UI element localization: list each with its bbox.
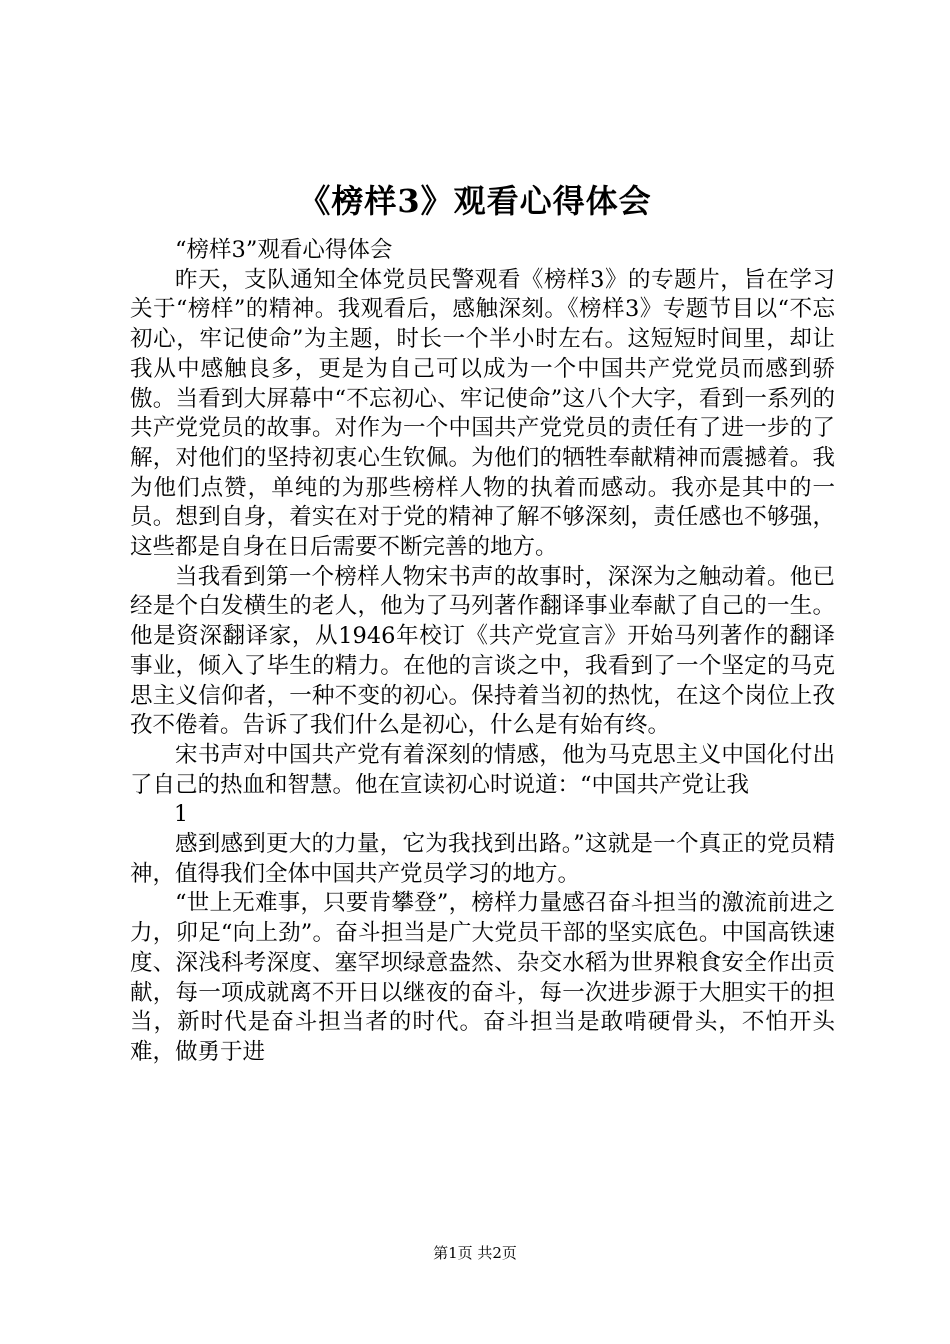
inline-page-number: 1 — [174, 802, 188, 828]
paragraph-subtitle: “榜样3”观看心得体会 — [175, 237, 393, 263]
paragraph: 昨天，支队通知全体党员民警观看《榜样3》的专题片，旨在学习关于“榜样”的精神。我观看后，感触深刻。《榜样3》专题节目以“不忘初心，牢记使命”为主题，时长一个半小时左右。这短短时间里，却让我从中感触良多，更是为自己可以成为一个中国共产党党员而感到骄傲。当看到大屏幕中“不忘初心、牢记使命”这八个大字，看到一系列的共产党党员的故事。对作为一个中国共产党党员的责任有了进一步的了解，对他们的坚持初衷心生钦佩。为他们的牺牲奉献精神而震撼着。我为他们点赞，单纯的为那些榜样人物的执着而感动。我亦是其中的一员。想到自身，着实在对于党的精神了解不够深刻，责任感也不够强，这些都是自身在日后需要不断完善的地方。 — [130, 266, 835, 561]
document-body — [130, 236, 835, 1068]
paragraph: 宋书声对中国共产党有着深刻的情感，他为马克思主义中国化付出了自己的热血和智慧。他在宣读初心时说道：“中国共产党让我 — [130, 741, 835, 798]
paragraph: 当我看到第一个榜样人物宋书声的故事时，深深为之触动着。他已经是个白发横生的老人，他为了马列著作翻译事业奉献了自己的一生。他是资深翻译家，从1946年校订《共产党宣言》开始马列著作的翻译事业，倾入了毕生的精力。在他的言谈之中，我看到了一个坚定的马克思主义信仰者，一种不变的初心。保持着当初的热忱，在这个岗位上孜孜不倦着。告诉了我们什么是初心，什么是有始有终。 — [130, 563, 835, 739]
document-title: 《榜样3》观看心得体会 — [298, 182, 652, 220]
page-footer: 第1页 共2页 — [433, 1244, 517, 1262]
paragraph: 感到感到更大的力量，它为我找到出路。”这就是一个真正的党员精神，值得我们全体中国共产党员学习的地方。 — [130, 831, 835, 887]
paragraph: “世上无难事，只要肯攀登”，榜样力量感召奋斗担当的激流前进之力，卯足“向上劲”。奋斗担当是广大党员干部的坚实底色。中国高铁速度、深浅科考深度、塞罕坝绿意盎然、杂交水稻为世界粮食安全作出贡献，每一项成就离不开日以继夜的奋斗，每一次进步源于大胆实干的担当，新时代是奋斗担当者的时代。奋斗担当是敢啃硬骨头，不怕开头难，做勇于进 — [130, 890, 835, 1065]
